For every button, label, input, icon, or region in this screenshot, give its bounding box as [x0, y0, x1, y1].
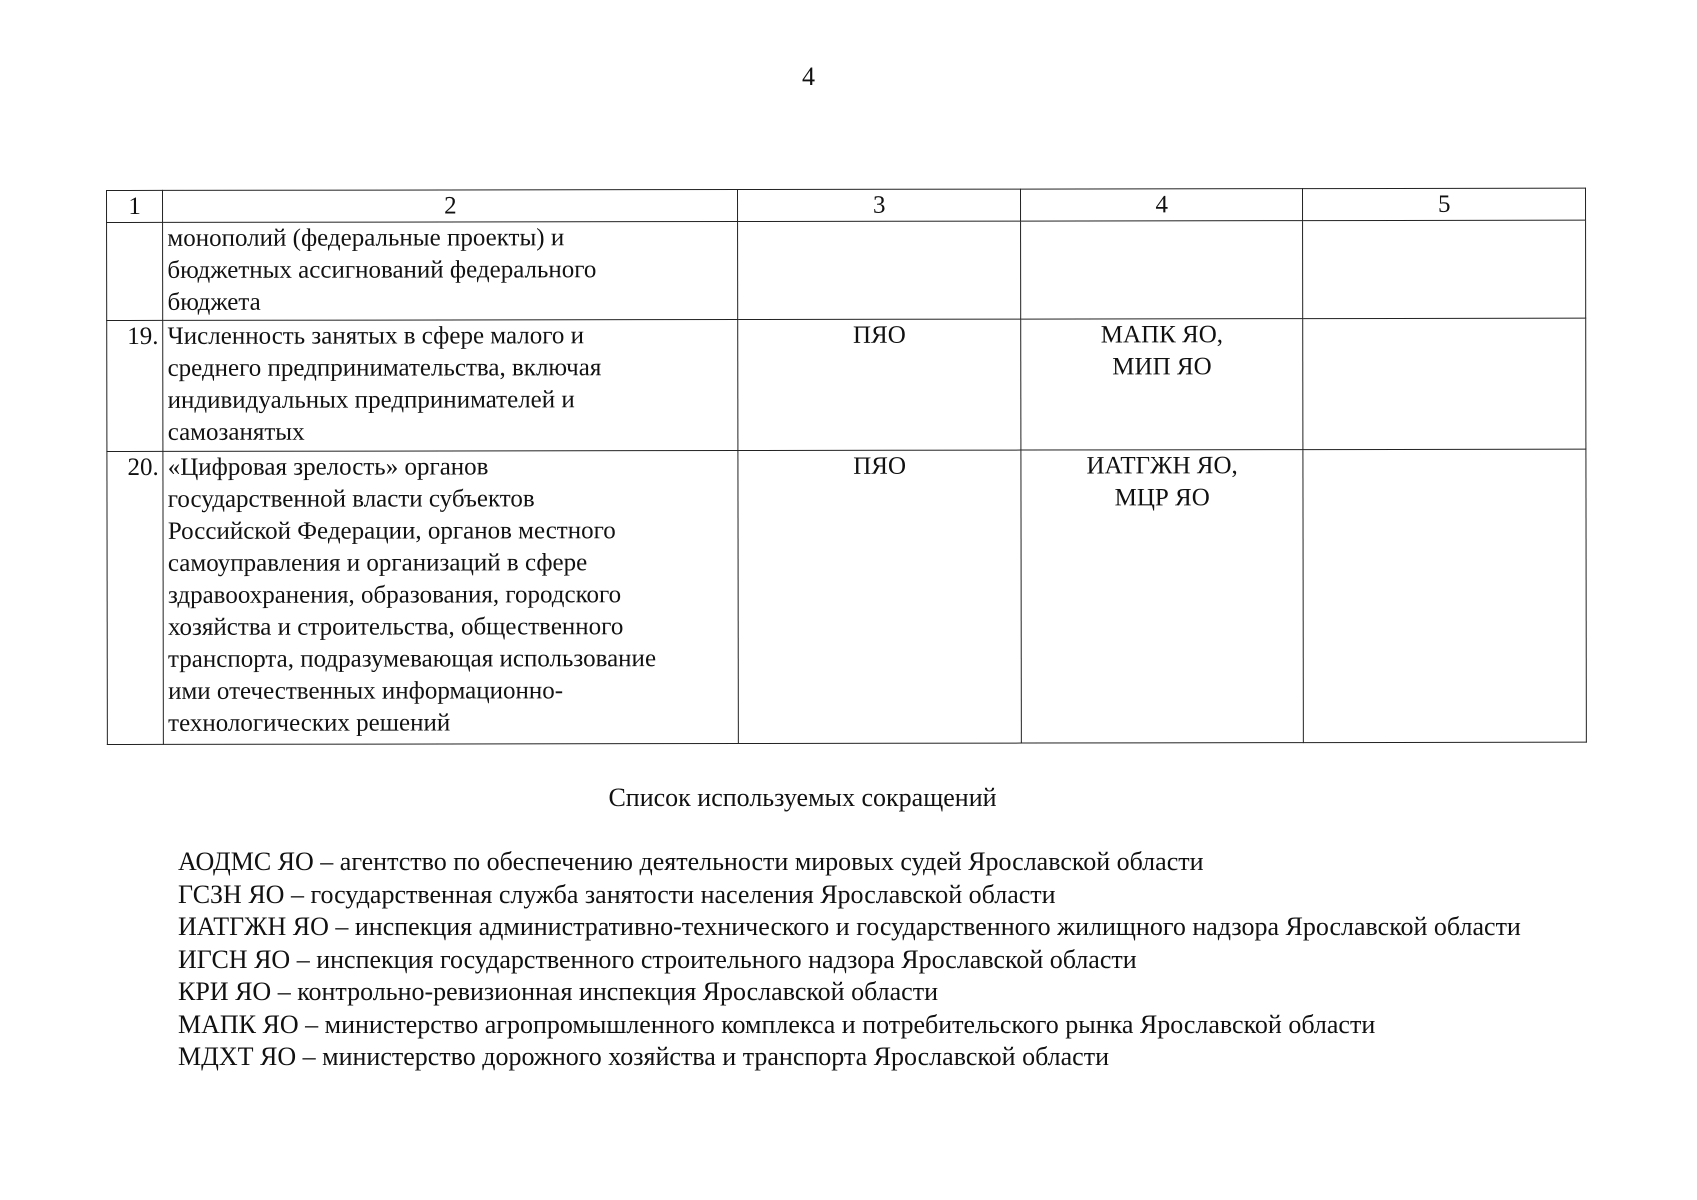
notes-cell	[1303, 220, 1586, 318]
indicator-name-line: Российской Федерации, органов местного	[167, 517, 616, 545]
indicator-name	[163, 222, 738, 321]
abbreviation-item: КРИ ЯО – контрольно-ревизионная инспекция Ярославской области	[178, 977, 938, 1006]
table-row	[107, 449, 1586, 744]
table-row	[107, 220, 1586, 320]
indicator-name-line: бюджета	[167, 288, 261, 316]
responsible-line: ПЯО	[853, 452, 907, 480]
abbreviation-item: ГСЗН ЯО – государственная служба занятости населения Ярославской области	[178, 879, 1056, 909]
responsible-cell	[738, 450, 1021, 743]
page-number: 4	[802, 62, 815, 91]
indicator-name-line: самоуправления и организаций в сфере	[167, 549, 588, 577]
co-executor-cell	[1020, 221, 1303, 319]
indicator-name-line: «Цифровая зрелость» органов	[167, 453, 489, 481]
table-header-row	[107, 188, 1586, 222]
table-header-cell: 2	[163, 190, 738, 223]
responsible-line: ПЯО	[852, 321, 906, 349]
abbreviation-item: ИГСН ЯО – инспекция государственного строительного надзора Ярославской области	[178, 944, 1137, 974]
notes-cell	[1303, 318, 1586, 449]
row-number	[107, 222, 163, 320]
row-number: 20.	[107, 451, 164, 744]
co-executor-line: МЦР ЯО	[1114, 484, 1210, 512]
co-executor-line: ИАТГЖН ЯО,	[1086, 452, 1238, 480]
responsible-cell	[738, 319, 1021, 450]
indicators-table	[106, 188, 1587, 745]
co-executor-line: МАПК ЯО,	[1100, 321, 1224, 349]
row-number: 19.	[107, 320, 164, 451]
indicator-name-line: бюджетных ассигнований федерального	[167, 256, 597, 284]
abbreviation-item: АОДМС ЯО – агентство по обеспечению деятельности мировых судей Ярославской области	[178, 847, 1204, 876]
table-header-cell: 5	[1303, 188, 1586, 220]
indicator-name-line: монополий (федеральные проекты) и	[167, 224, 565, 252]
abbreviation-item: МАПК ЯО – министерство агропромышленного комплекса и потребительского рынка Ярославской области	[178, 1009, 1376, 1039]
abbreviation-item: ИАТГЖН ЯО – инспекция административно-технического и государственного жилищного надзора Ярославской области	[178, 912, 1521, 941]
indicator-name	[163, 451, 739, 745]
co-executor-cell	[1021, 450, 1304, 743]
abbreviations-list	[106, 846, 1588, 1074]
responsible-cell	[738, 221, 1021, 319]
table-header-cell: 1	[107, 190, 163, 222]
indicator-name-line: здравоохранения, образования, городского	[167, 581, 622, 609]
indicator-name-line: государственной власти субъектов	[167, 485, 535, 513]
table-header-cell: 3	[738, 189, 1021, 221]
notes-cell	[1303, 449, 1586, 742]
indicator-name-line: ими отечественных информационно-	[168, 677, 564, 705]
table-header-cell: 4	[1020, 189, 1303, 221]
table-row	[107, 318, 1586, 451]
abbreviation-item: МДХТ ЯО – министерство дорожного хозяйства и транспорта Ярославской области	[178, 1042, 1109, 1071]
indicator-name-line: индивидуальных предпринимателей и	[167, 386, 575, 414]
co-executor-line: МИП ЯО	[1112, 353, 1212, 381]
co-executor-cell	[1021, 319, 1304, 450]
indicator-name-line: хозяйства и строительства, общественного	[167, 613, 624, 641]
indicator-name-line: среднего предпринимательства, включая	[167, 354, 602, 382]
abbreviations-title: Список используемых сокращений	[608, 783, 997, 812]
indicator-name-line: самозанятых	[167, 418, 305, 446]
indicator-name-line: Численность занятых в сфере малого и	[167, 322, 585, 350]
indicator-name	[163, 320, 738, 452]
indicator-name-line: технологических решений	[168, 709, 451, 737]
indicator-name-line: транспорта, подразумевающая использование	[168, 645, 657, 673]
